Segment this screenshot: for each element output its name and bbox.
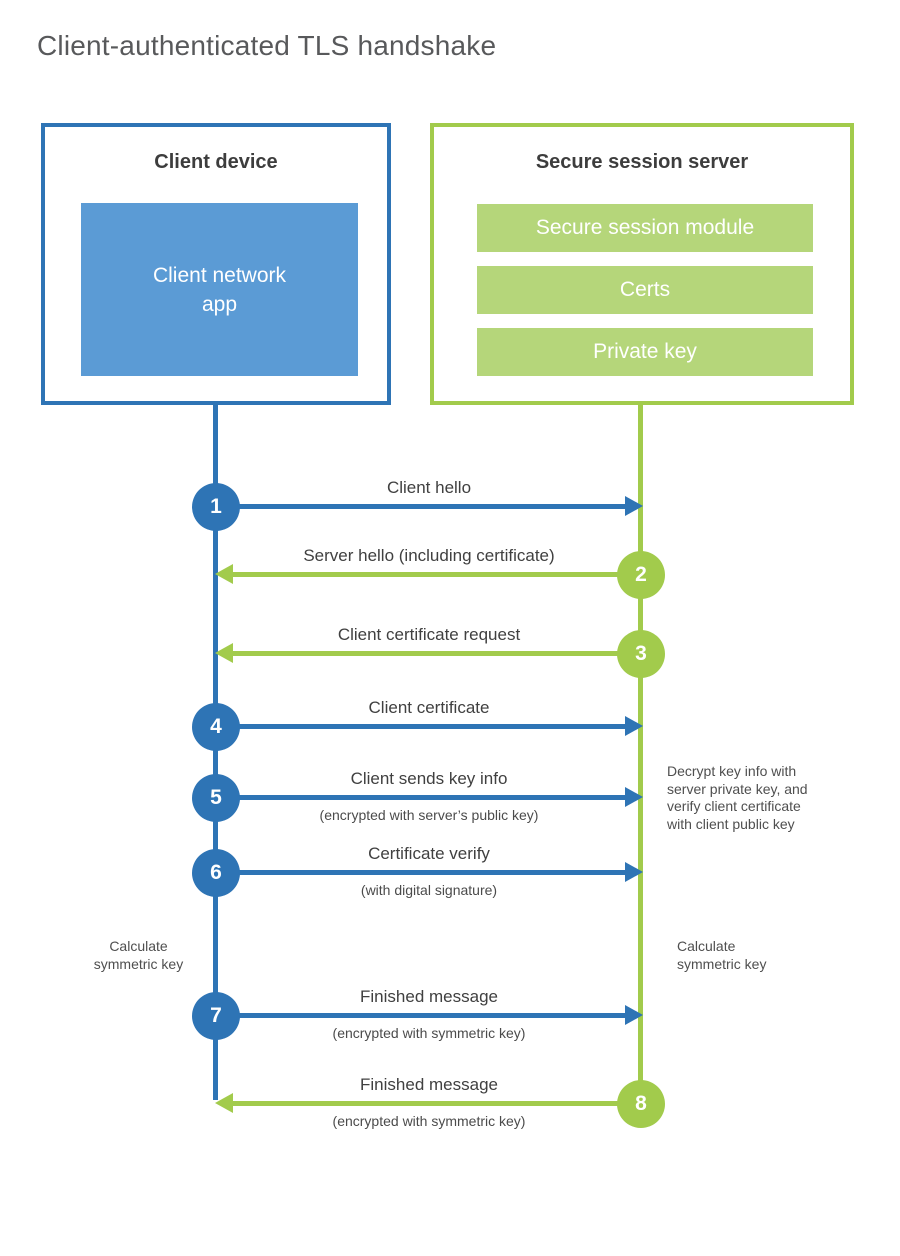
decrypt-key-note [667,763,847,833]
step-6-badge: 6 [192,849,240,897]
client-network-app-box [81,203,358,376]
server-module-secure-session: Secure session module [477,204,813,252]
arrowhead-left-icon [215,643,233,663]
message-2-label: Server hello (including certificate) [303,546,555,565]
step-5-badge: 5 [192,774,240,822]
message-row-7 [0,987,900,1041]
client-device-title: Client device [154,151,278,173]
arrowhead-left-icon [215,1093,233,1113]
server-title: Secure session server [535,151,749,173]
message-3-arrow-line [233,651,641,656]
calc-server-line2: symmetric key [677,956,767,972]
message-8-sublabel: (encrypted with symmetric key) [332,1113,526,1129]
arrowhead-left-icon [215,564,233,584]
decrypt-note-line2: server private key, and [667,780,808,797]
message-5-arrow-line [216,795,625,800]
decrypt-note-line4: with client public key [667,815,795,832]
server-module-private-key: Private key [477,328,813,376]
message-7-sublabel: (encrypted with symmetric key) [332,1025,526,1041]
calculate-symmetric-key-note-client [90,937,187,973]
step-3-badge: 3 [617,630,665,678]
secure-session-server-box [430,123,854,405]
message-row-3 [0,625,900,678]
arrowhead-right-icon [625,1005,643,1025]
step-1-badge: 1 [192,483,240,531]
message-6-sublabel: (with digital signature) [360,882,498,898]
message-1-arrow-line [216,504,625,509]
step-2-badge: 2 [617,551,665,599]
message-3-label: Client certificate request [337,625,521,644]
decrypt-note-line1: Decrypt key info with [667,763,797,779]
message-5-sublabel: (encrypted with server’s public key) [319,807,539,823]
calc-server-line1: Calculate [677,938,736,954]
message-4-label: Client certificate [368,698,490,717]
message-5-label: Client sends key info [350,769,508,788]
client-device-box [41,123,391,405]
client-app-label-line1: Client network [152,263,287,287]
decrypt-note-line3: verify client certificate [667,798,801,814]
message-row-2 [0,546,900,599]
step-7-badge: 7 [192,992,240,1040]
message-8-label: Finished message [360,1075,498,1094]
calc-client-line1: Calculate [109,938,168,954]
step-4-badge: 4 [192,703,240,751]
calculate-symmetric-key-note-server [677,937,797,973]
message-row-4 [0,698,900,751]
arrowhead-right-icon [625,787,643,807]
message-2-arrow-line [233,572,641,577]
message-8-arrow-line [233,1101,641,1106]
message-7-label: Finished message [360,987,498,1006]
arrowhead-right-icon [625,716,643,736]
page-title: Client-authenticated TLS handshake [37,30,497,61]
message-6-label: Certificate verify [368,844,490,863]
step-8-badge: 8 [617,1080,665,1128]
message-row-1 [0,478,900,531]
calc-client-line2: symmetric key [93,956,184,972]
arrowhead-right-icon [625,862,643,882]
message-row-6 [0,844,900,898]
message-row-8 [0,1075,900,1129]
arrowhead-right-icon [625,496,643,516]
message-4-arrow-line [216,724,625,729]
message-1-label: Client hello [386,478,472,497]
message-6-arrow-line [216,870,625,875]
client-app-label-line2: app [201,292,238,316]
message-7-arrow-line [216,1013,625,1018]
server-module-certs: Certs [477,266,813,314]
